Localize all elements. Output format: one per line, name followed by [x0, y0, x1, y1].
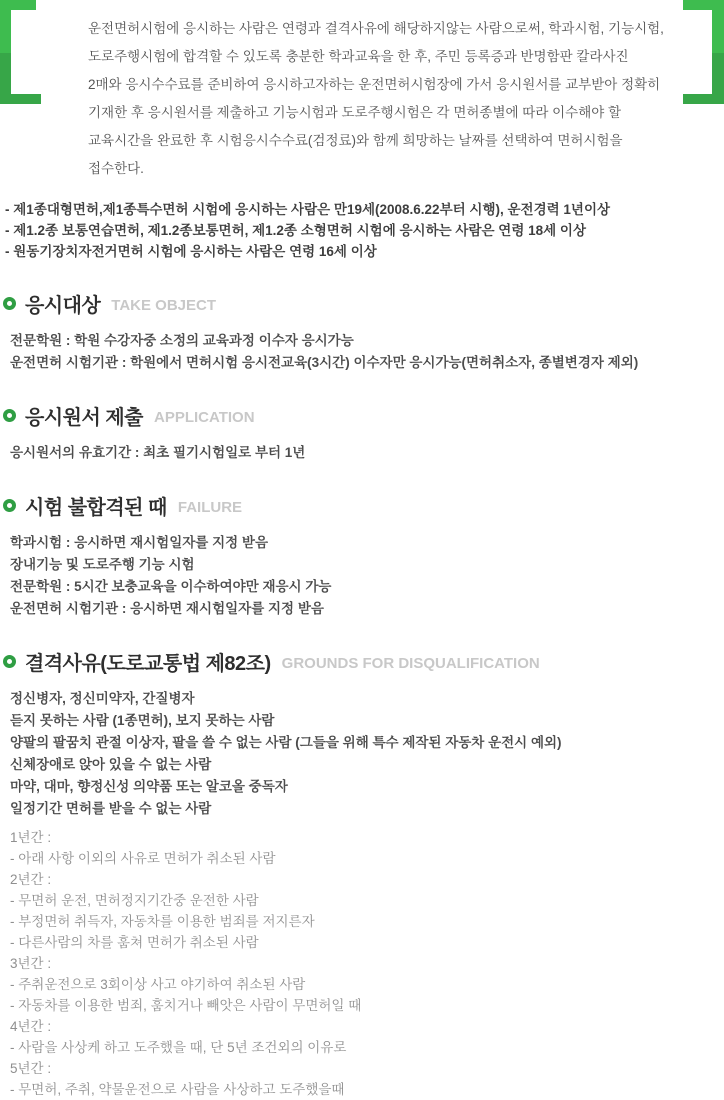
intro-quote-box [0, 0, 724, 183]
section-item-list [10, 688, 724, 820]
bracket-segment [0, 53, 11, 94]
period-item: - 주취운전으로 3회이상 사고 야기하여 취소된 사람 [10, 977, 306, 992]
period-item: - 자동차를 이용한 범죄, 훔치거나 빼앗은 사람이 무면허일 때 [10, 998, 362, 1013]
section-subtitle: FAILURE [177, 498, 243, 516]
period-item: - 사람을 사상케 하고 도주했을 때, 단 5년 조건외의 이유로 [10, 1040, 347, 1055]
period-label: 5년간 : [10, 1061, 52, 1076]
period-item: - 아래 사항 이외의 사유로 면허가 취소된 사람 [10, 851, 276, 866]
list-item: 듣지 못하는 사람 (1종면허), 보지 못하는 사람 [10, 713, 275, 728]
section-title: 시험 불합격된 때 [25, 497, 167, 519]
list-item: - 제1.2종 보통연습면허, 제1.2종보통면허, 제1.2종 소형면허 시험에 응시하는 사람은 연령 18세 이상 [5, 223, 587, 238]
period-label: 3년간 : [10, 956, 52, 971]
list-item: 운전면허 시험기관 : 학원에서 면허시험 응시전교육(3시간) 이수자만 응시가능(면허취소자, 종별변경자 제외) [10, 355, 639, 370]
list-item: 정신병자, 정신미약자, 간질병자 [10, 691, 195, 706]
section-heading [3, 647, 724, 676]
bracket-segment [712, 53, 724, 94]
ring-bullet-icon [3, 409, 16, 422]
period-item: - 무면허 운전, 면허정지기간중 운전한 사람 [10, 893, 259, 908]
quote-bracket-right-icon [682, 0, 724, 104]
list-item: 전문학원 : 학원 수강자중 소정의 교육과정 이수자 응시가능 [10, 333, 354, 348]
list-item: 전문학원 : 5시간 보충교육을 이수하여야만 재응시 가능 [10, 579, 332, 594]
period-label: 1년간 : [10, 830, 52, 845]
ring-bullet-icon [3, 655, 16, 668]
ring-bullet-icon [3, 499, 16, 512]
list-item: - 원동기장치자전거면허 시험에 응시하는 사람은 연령 16세 이상 [5, 244, 377, 259]
section-subtitle: APPLICATION [153, 408, 255, 426]
section-title: 결격사유(도로교통법 제82조) [25, 653, 271, 675]
list-item: 응시원서의 유효기간 : 최초 필기시험일로 부터 1년 [10, 445, 306, 460]
list-item: 장내기능 및 도로주행 기능 시험 [10, 557, 195, 572]
ban-periods-list [10, 827, 724, 1100]
section-heading [3, 401, 724, 430]
quote-bracket-left-icon [0, 0, 42, 104]
bracket-segment [0, 0, 11, 53]
section-heading [3, 289, 724, 318]
section-title: 응시원서 제출 [25, 407, 143, 429]
list-item: 신체장애로 앉아 있을 수 없는 사람 [10, 757, 212, 772]
bracket-segment [683, 94, 724, 104]
bracket-segment [712, 0, 724, 53]
section-failure [0, 491, 724, 620]
period-item: - 다른사람의 차를 훔쳐 면허가 취소된 사람 [10, 935, 259, 950]
section-title: 응시대상 [25, 295, 101, 317]
intro-paragraph: 운전면허시험에 응시하는 사람은 연령과 결격사유에 해당하지않는 사람으로써, 학과시험, 기능시험, 도로주행시험에 합격할 수 있도록 충분한 학과교육을 한 후, 주민 등록증과 반명함판 칼라사진 2매와 응시수수료를 준비하여 응시하고자하는 운전면허시험장에 가서 응시원서를 교부받아 정확히 기재한 후 응시원서를 제출하고 기능시험과 도로주행시험은 각 면허종별에 따라 이수해야 할 교육시간을 완료한 후 시험응시수수료(검정료)와 함께 희망하는 날짜를 선택하여 면허시험을 접수한다. [88, 21, 664, 176]
section-subtitle: GROUNDS FOR DISQUALIFICATION [281, 654, 540, 672]
age-requirements-list [5, 199, 724, 262]
section-item-list [10, 442, 724, 464]
list-item: 운전면허 시험기관 : 응시하면 재시험일자를 지정 받음 [10, 601, 324, 616]
list-item: - 제1종대형면허,제1종특수면허 시험에 응시하는 사람은 만19세(2008.6.22부터 시행), 운전경력 1년이상 [5, 202, 611, 217]
section-heading [3, 491, 724, 520]
period-item: - 부정면허 취득자, 자동차를 이용한 범죄를 저지른자 [10, 914, 315, 929]
bracket-segment [0, 94, 41, 104]
period-label: 2년간 : [10, 872, 52, 887]
list-item: 양팔의 팔꿈치 관절 이상자, 팔을 쓸 수 없는 사람 (그들을 위해 특수 제작된 자동차 운전시 예외) [10, 735, 562, 750]
section-item-list [10, 532, 724, 620]
list-item: 마약, 대마, 향정신성 의약품 또는 알코올 중독자 [10, 779, 288, 794]
section-subtitle: TAKE OBJECT [111, 296, 217, 314]
list-item: 일정기간 면허를 받을 수 없는 사람 [10, 801, 212, 816]
section-disqualification [0, 647, 724, 1100]
section-take-object [0, 289, 724, 374]
section-item-list [10, 330, 724, 374]
period-item: - 무면허, 주취, 약물운전으로 사람을 사상하고 도주했을때 [10, 1082, 345, 1097]
list-item: 학과시험 : 응시하면 재시험일자를 지정 받음 [10, 535, 268, 550]
ring-bullet-icon [3, 297, 16, 310]
section-application [0, 401, 724, 464]
period-label: 4년간 : [10, 1019, 52, 1034]
